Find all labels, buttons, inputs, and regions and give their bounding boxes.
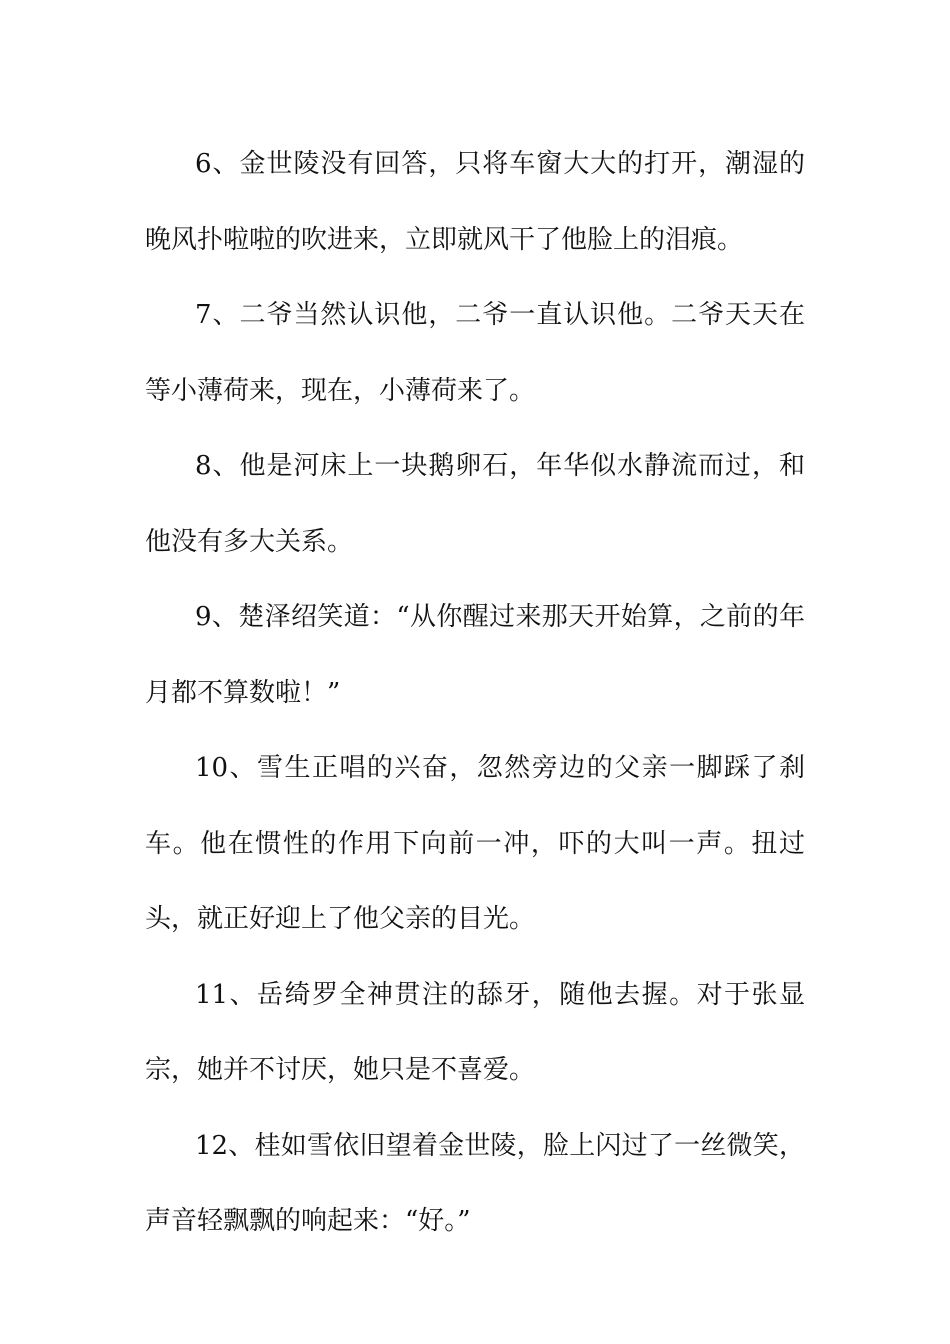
- paragraph-7: 7、二爷当然认识他，二爷一直认识他。二爷天天在等小薄荷来，现在，小薄荷来了。: [145, 300, 805, 406]
- paragraph-11: 11、岳绮罗全神贯注的舔牙，随他去握。对于张显宗，她并不讨厌，她只是不喜爱。: [145, 979, 805, 1085]
- paragraph-12: 12、桂如雪依旧望着金世陵，脸上闪过了一丝微笑，声音轻飘飘的响起来：“好。”: [145, 1130, 805, 1236]
- paragraph-10: 10、雪生正唱的兴奋，忽然旁边的父亲一脚踩了刹车。他在惯性的作用下向前一冲，吓的大叫一声。扭过头，就正好迎上了他父亲的目光。: [145, 753, 805, 934]
- paragraph-8: 8、他是河床上一块鹅卵石，年华似水静流而过，和他没有多大关系。: [145, 451, 805, 557]
- paragraph-9: 9、楚泽绍笑道：“从你醒过来那天开始算，之前的年月都不算数啦！”: [145, 602, 805, 708]
- document-body: [145, 127, 805, 1260]
- paragraph-6: 6、金世陵没有回答，只将车窗大大的打开，潮湿的晚风扑啦啦的吹进来，立即就风干了他脸上的泪痕。: [145, 149, 805, 255]
